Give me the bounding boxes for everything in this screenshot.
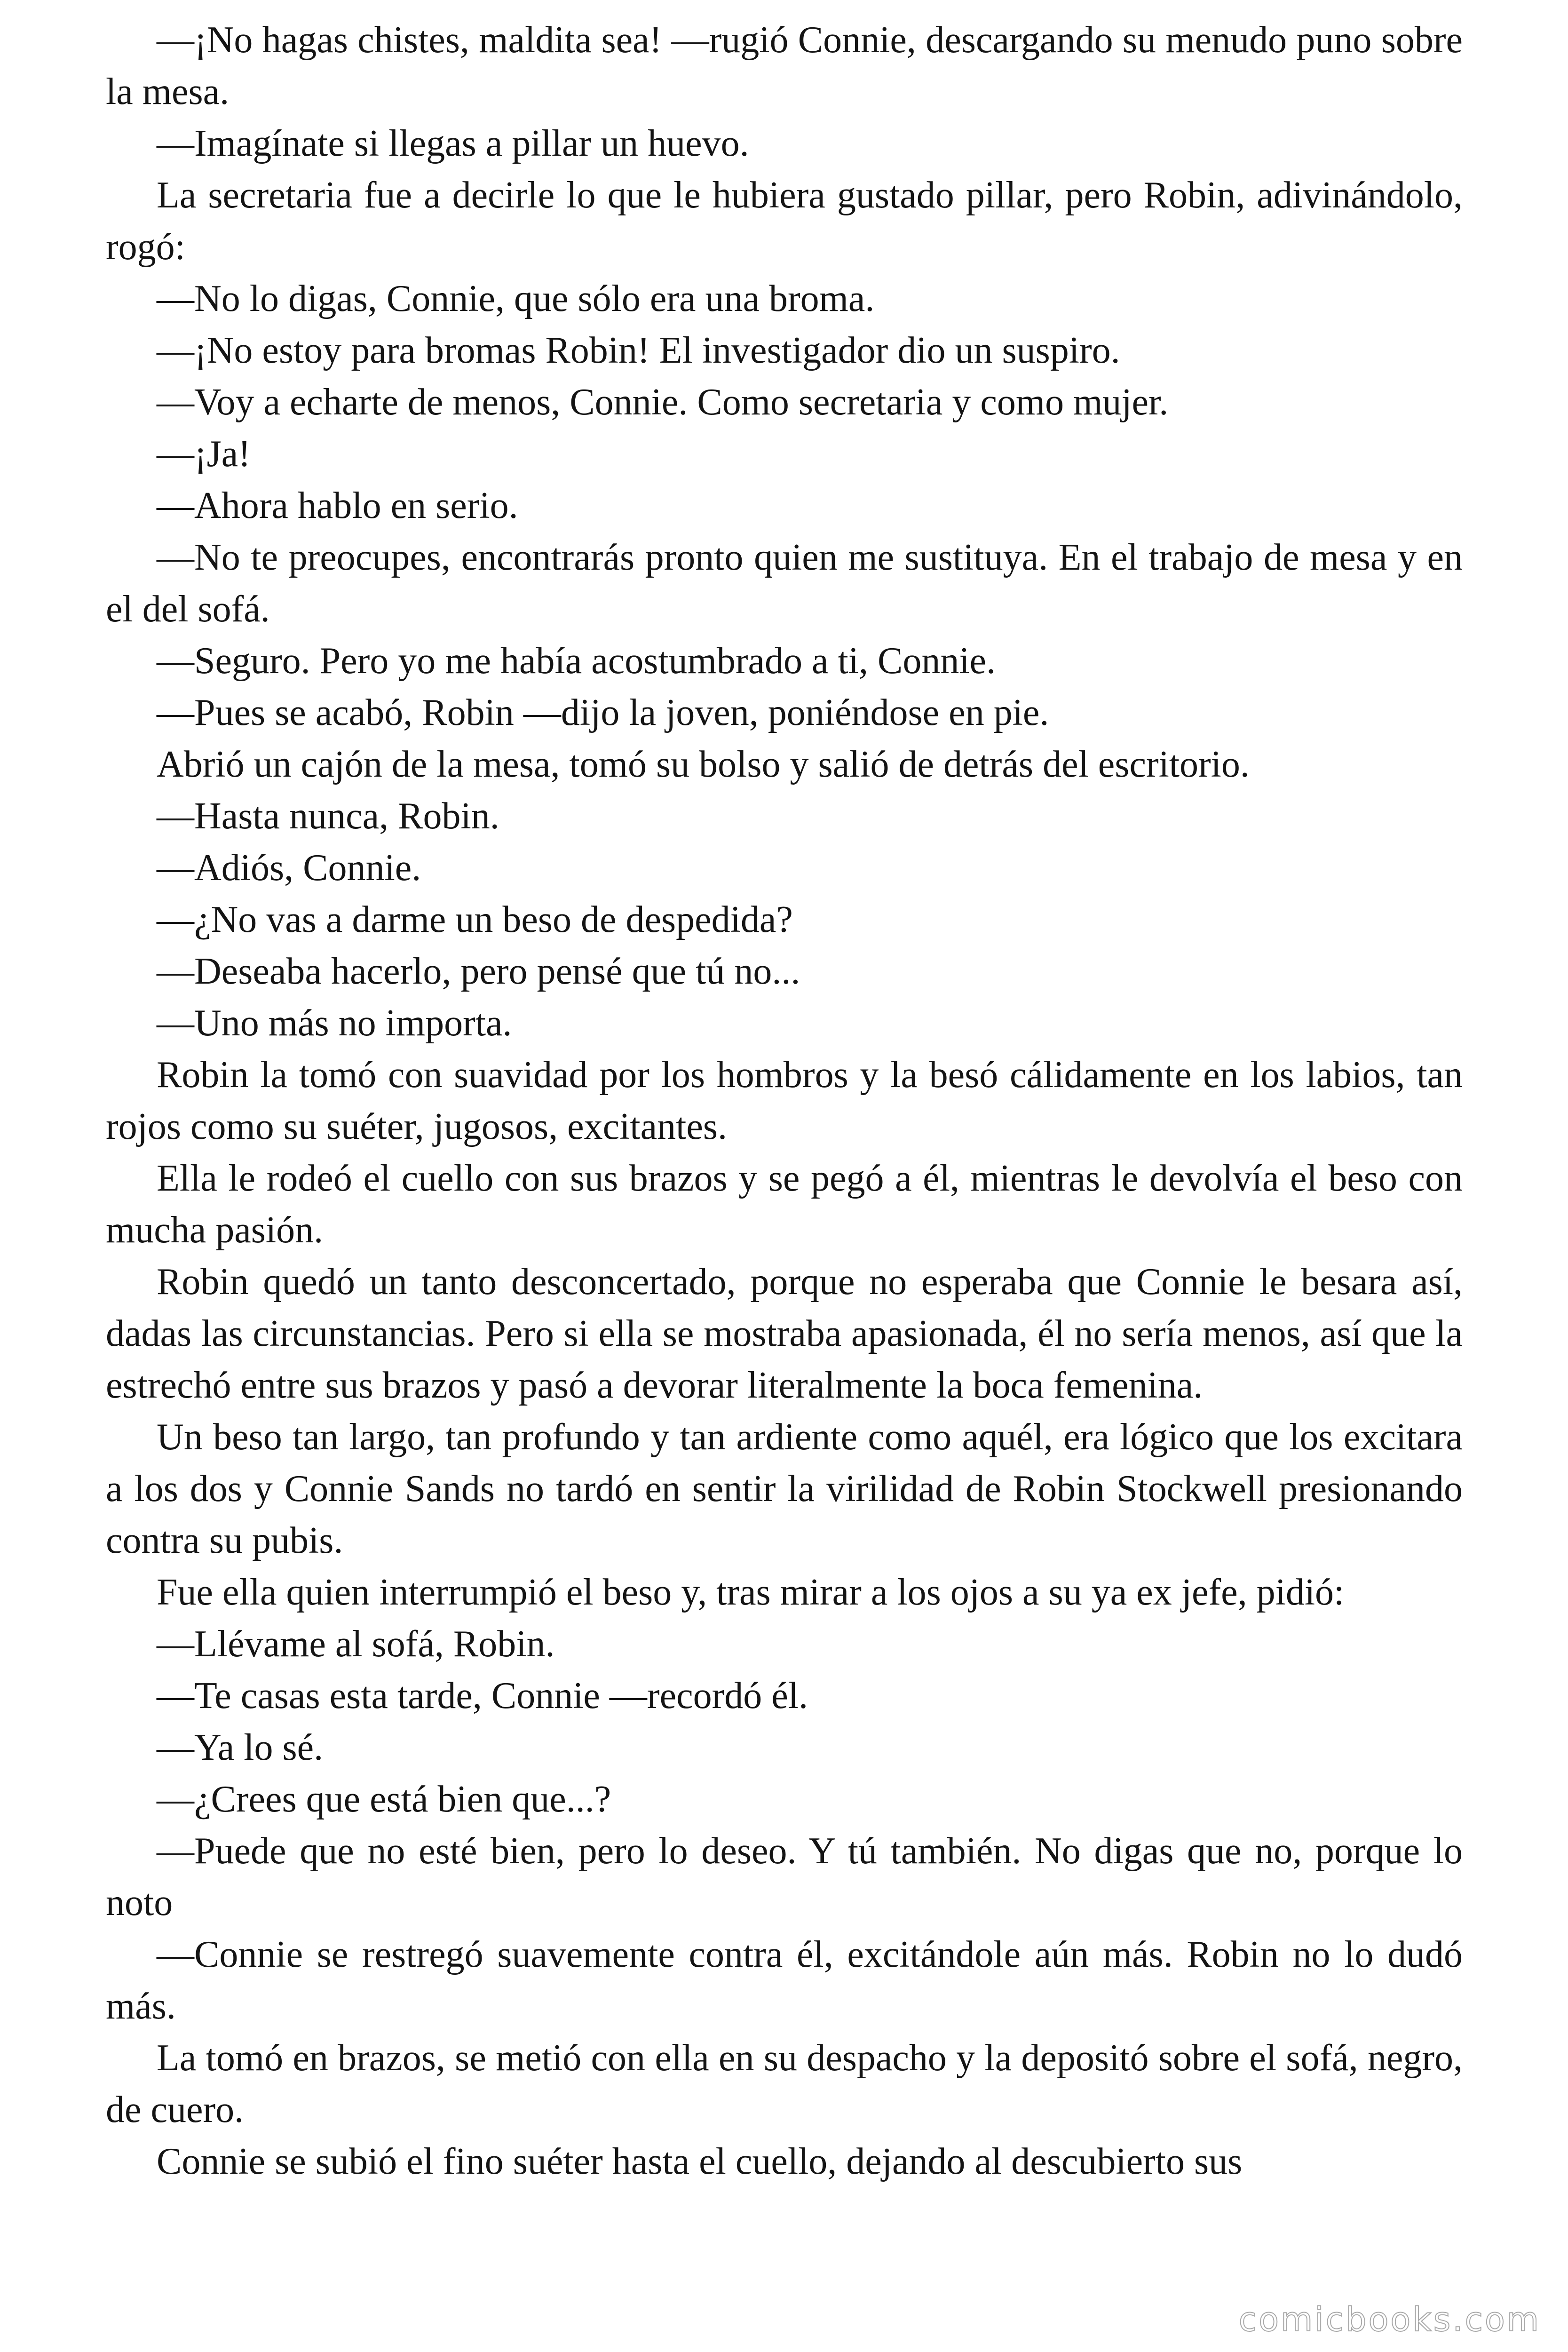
paragraph: Fue ella quien interrumpió el beso y, tras mirar a los ojos a su ya ex jefe, pidió:	[157, 1572, 1345, 1613]
paragraph: —Te casas esta tarde, Connie —recordó él.	[157, 1675, 808, 1716]
paragraph: La tomó en brazos, se metió con ella en su despacho y la depositó sobre el sofá, negro, de cuero.	[106, 2037, 1463, 2130]
paragraph: —Seguro. Pero yo me había acostumbrado a ti, Connie.	[157, 640, 996, 682]
paragraph: —Imagínate si llegas a pillar un huevo.	[157, 123, 749, 164]
paragraph: —¡No estoy para bromas Robin! El investigador dio un suspiro.	[157, 330, 1120, 371]
paragraph: Ella le rodeó el cuello con sus brazos y se pegó a él, mientras le devolvía el beso con mucha pasión.	[106, 1158, 1463, 1251]
paragraph: —¿Crees que está bien que...?	[157, 1779, 611, 1820]
paragraph: —No lo digas, Connie, que sólo era una broma.	[157, 278, 875, 319]
watermark: comicbooks.com	[1238, 2300, 1541, 2339]
paragraph: —Adiós, Connie.	[157, 847, 421, 889]
paragraph: —Pues se acabó, Robin —dijo la joven, poniéndose en pie.	[157, 692, 1049, 733]
paragraph: —Uno más no importa.	[157, 1002, 512, 1044]
paragraph: —No te preocupes, encontrarás pronto quien me sustituya. En el trabajo de mesa y en el del sofá.	[106, 537, 1463, 630]
paragraph: —¡Ja!	[157, 433, 251, 475]
paragraph: Un beso tan largo, tan profundo y tan ardiente como aquél, era lógico que los excitara a los dos y Connie Sands no tardó en sentir la virilidad de Robin Stockwell presionando contra su pubis.	[106, 1416, 1463, 1561]
paragraph: —Hasta nunca, Robin.	[157, 795, 499, 837]
paragraph: —Ahora hablo en serio.	[157, 485, 518, 526]
paragraph: La secretaria fue a decirle lo que le hubiera gustado pillar, pero Robin, adivinándolo, rogó:	[106, 175, 1463, 268]
paragraph: Robin la tomó con suavidad por los hombros y la besó cálidamente en los labios, tan rojos como su suéter, jugosos, excitantes.	[106, 1054, 1463, 1147]
paragraph: Connie se subió el fino suéter hasta el cuello, dejando al descubierto sus	[157, 2141, 1243, 2182]
paragraph: —Connie se restregó suavemente contra él, excitándole aún más. Robin no lo dudó más.	[106, 1934, 1463, 2027]
paragraph: —Puede que no esté bien, pero lo deseo. Y tú también. No digas que no, porque lo noto	[106, 1830, 1463, 1923]
document-page	[106, 14, 1463, 2187]
paragraph: —Voy a echarte de menos, Connie. Como secretaria y como mujer.	[157, 381, 1169, 423]
paragraph: —Ya lo sé.	[157, 1727, 324, 1768]
paragraph: —¿No vas a darme un beso de despedida?	[157, 899, 793, 940]
paragraph: Robin quedó un tanto desconcertado, porque no esperaba que Connie le besara así, dadas las circunstancias. Pero si ella se mostraba apasionada, él no sería menos, así que la estrechó entre sus brazos y pasó a devorar literalmente la boca femenina.	[106, 1261, 1463, 1406]
paragraph: —¡No hagas chistes, maldita sea! —rugió Connie, descargando su menudo puno sobre la mesa.	[106, 19, 1463, 112]
paragraph: —Deseaba hacerlo, pero pensé que tú no...	[157, 951, 800, 992]
paragraph: Abrió un cajón de la mesa, tomó su bolso y salió de detrás del escritorio.	[157, 744, 1250, 785]
paragraph: —Llévame al sofá, Robin.	[157, 1623, 555, 1665]
